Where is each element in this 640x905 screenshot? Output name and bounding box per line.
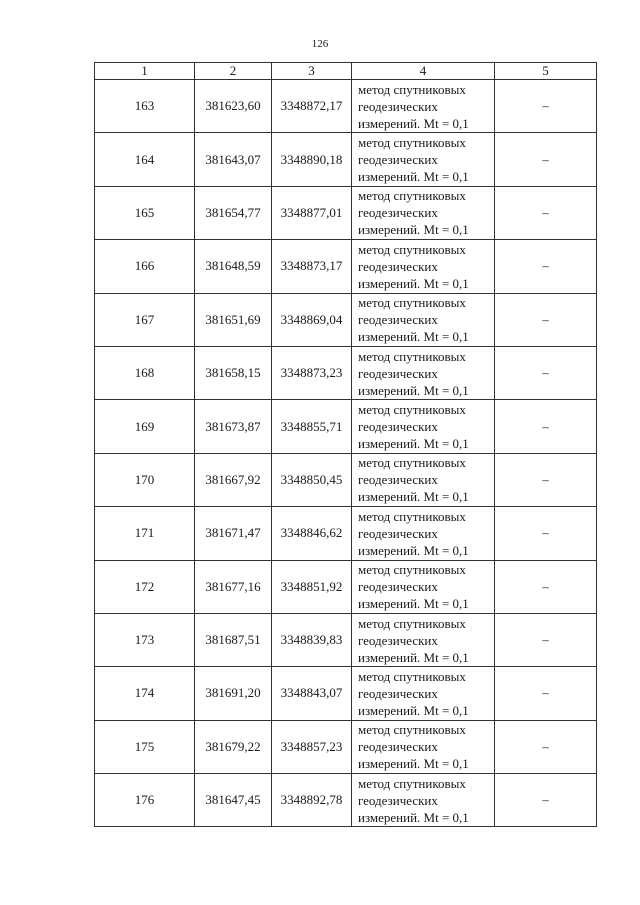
method-cell [352, 667, 495, 720]
x-coordinate-cell: 381691,20 [195, 667, 272, 720]
table-row [95, 346, 597, 399]
x-coordinate-cell: 381643,07 [195, 133, 272, 186]
method-text-line: метод спутниковых [358, 135, 466, 151]
column-header-4: 4 [352, 63, 495, 80]
note-cell: – [495, 186, 597, 239]
method-text-line: геодезических [358, 632, 438, 648]
point-number-cell: 172 [95, 560, 195, 613]
x-coordinate-cell: 381673,87 [195, 400, 272, 453]
method-text-line: метод спутниковых [358, 562, 466, 578]
y-coordinate-cell: 3348851,92 [272, 560, 352, 613]
method-text-line: метод спутниковых [358, 295, 466, 311]
table-row [95, 507, 597, 560]
y-coordinate-cell: 3348873,17 [272, 240, 352, 293]
note-cell: – [495, 507, 597, 560]
point-number-cell: 175 [95, 720, 195, 773]
point-number-cell: 176 [95, 774, 195, 827]
method-text-line: измерений. Mt = 0,1 [358, 489, 469, 505]
method-text-line: геодезических [358, 525, 438, 541]
column-header-1: 1 [95, 63, 195, 80]
note-cell: – [495, 240, 597, 293]
point-number-cell: 163 [95, 80, 195, 133]
note-cell: – [495, 667, 597, 720]
y-coordinate-cell: 3348839,83 [272, 613, 352, 666]
method-text-line: геодезических [358, 152, 438, 168]
y-coordinate-cell: 3348877,01 [272, 186, 352, 239]
method-cell [352, 346, 495, 399]
x-coordinate-cell: 381679,22 [195, 720, 272, 773]
table-row [95, 186, 597, 239]
y-coordinate-cell: 3348843,07 [272, 667, 352, 720]
column-header-2: 2 [195, 63, 272, 80]
method-text-line: метод спутниковых [358, 402, 466, 418]
x-coordinate-cell: 381647,45 [195, 774, 272, 827]
method-text-line: метод спутниковых [358, 455, 466, 471]
x-coordinate-cell: 381651,69 [195, 293, 272, 346]
note-cell: – [495, 774, 597, 827]
page-number: 126 [311, 38, 329, 50]
y-coordinate-cell: 3348850,45 [272, 453, 352, 506]
table-row [95, 667, 597, 720]
method-text-line: метод спутниковых [358, 508, 466, 524]
note-cell: – [495, 346, 597, 399]
method-cell [352, 186, 495, 239]
method-text-line: геодезических [358, 258, 438, 274]
method-text-line: измерений. Mt = 0,1 [358, 809, 469, 825]
method-text-line: измерений. Mt = 0,1 [358, 756, 469, 772]
point-number-cell: 167 [95, 293, 195, 346]
method-text-line: метод спутниковых [358, 668, 466, 684]
y-coordinate-cell: 3348872,17 [272, 80, 352, 133]
table-row [95, 560, 597, 613]
column-header-3: 3 [272, 63, 352, 80]
y-coordinate-cell: 3348846,62 [272, 507, 352, 560]
method-text-line: измерений. Mt = 0,1 [358, 275, 469, 291]
note-cell: – [495, 400, 597, 453]
x-coordinate-cell: 381667,92 [195, 453, 272, 506]
point-number-cell: 174 [95, 667, 195, 720]
method-cell [352, 613, 495, 666]
note-cell: – [495, 80, 597, 133]
method-cell [352, 774, 495, 827]
method-text-line: измерений. Mt = 0,1 [358, 542, 469, 558]
method-text-line: метод спутниковых [358, 348, 466, 364]
table-row [95, 133, 597, 186]
x-coordinate-cell: 381687,51 [195, 613, 272, 666]
method-text-line: измерений. Mt = 0,1 [358, 596, 469, 612]
y-coordinate-cell: 3348892,78 [272, 774, 352, 827]
method-text-line: измерений. Mt = 0,1 [358, 436, 469, 452]
point-number-cell: 173 [95, 613, 195, 666]
note-cell: – [495, 453, 597, 506]
y-coordinate-cell: 3348857,23 [272, 720, 352, 773]
method-text-line: метод спутниковых [358, 615, 466, 631]
table-row [95, 240, 597, 293]
method-cell [352, 240, 495, 293]
table-body [95, 80, 597, 827]
table-row [95, 293, 597, 346]
x-coordinate-cell: 381677,16 [195, 560, 272, 613]
method-cell [352, 507, 495, 560]
point-number-cell: 166 [95, 240, 195, 293]
table-header-row [95, 63, 597, 80]
method-text-line: геодезических [358, 98, 438, 114]
table-row [95, 80, 597, 133]
x-coordinate-cell: 381648,59 [195, 240, 272, 293]
y-coordinate-cell: 3348873,23 [272, 346, 352, 399]
note-cell: – [495, 613, 597, 666]
method-cell [352, 720, 495, 773]
method-text-line: измерений. Mt = 0,1 [358, 382, 469, 398]
method-text-line: геодезических [358, 739, 438, 755]
table-row [95, 720, 597, 773]
method-cell [352, 453, 495, 506]
method-text-line: геодезических [358, 419, 438, 435]
y-coordinate-cell: 3348890,18 [272, 133, 352, 186]
y-coordinate-cell: 3348869,04 [272, 293, 352, 346]
method-text-line: метод спутниковых [358, 81, 466, 97]
point-number-cell: 168 [95, 346, 195, 399]
table-row [95, 613, 597, 666]
method-text-line: геодезических [358, 472, 438, 488]
column-header-5: 5 [495, 63, 597, 80]
method-text-line: измерений. Mt = 0,1 [358, 115, 469, 131]
point-number-cell: 169 [95, 400, 195, 453]
method-text-line: метод спутниковых [358, 241, 466, 257]
note-cell: – [495, 720, 597, 773]
coordinates-table [94, 62, 597, 827]
table-row [95, 400, 597, 453]
method-text-line: метод спутниковых [358, 188, 466, 204]
method-text-line: геодезических [358, 685, 438, 701]
method-cell [352, 400, 495, 453]
x-coordinate-cell: 381671,47 [195, 507, 272, 560]
x-coordinate-cell: 381658,15 [195, 346, 272, 399]
method-cell [352, 80, 495, 133]
method-text-line: измерений. Mt = 0,1 [358, 329, 469, 345]
method-text-line: измерений. Mt = 0,1 [358, 222, 469, 238]
point-number-cell: 171 [95, 507, 195, 560]
method-text-line: геодезических [358, 792, 438, 808]
method-cell [352, 560, 495, 613]
method-text-line: метод спутниковых [358, 722, 466, 738]
table-row [95, 774, 597, 827]
point-number-cell: 170 [95, 453, 195, 506]
method-text-line: измерений. Mt = 0,1 [358, 649, 469, 665]
point-number-cell: 164 [95, 133, 195, 186]
method-text-line: измерений. Mt = 0,1 [358, 169, 469, 185]
y-coordinate-cell: 3348855,71 [272, 400, 352, 453]
note-cell: – [495, 133, 597, 186]
method-cell [352, 293, 495, 346]
method-text-line: геодезических [358, 365, 438, 381]
method-text-line: метод спутниковых [358, 775, 466, 791]
x-coordinate-cell: 381654,77 [195, 186, 272, 239]
x-coordinate-cell: 381623,60 [195, 80, 272, 133]
method-text-line: геодезических [358, 205, 438, 221]
table-row [95, 453, 597, 506]
point-number-cell: 165 [95, 186, 195, 239]
method-text-line: геодезических [358, 579, 438, 595]
note-cell: – [495, 560, 597, 613]
method-text-line: геодезических [358, 312, 438, 328]
note-cell: – [495, 293, 597, 346]
method-cell [352, 133, 495, 186]
method-text-line: измерений. Mt = 0,1 [358, 702, 469, 718]
